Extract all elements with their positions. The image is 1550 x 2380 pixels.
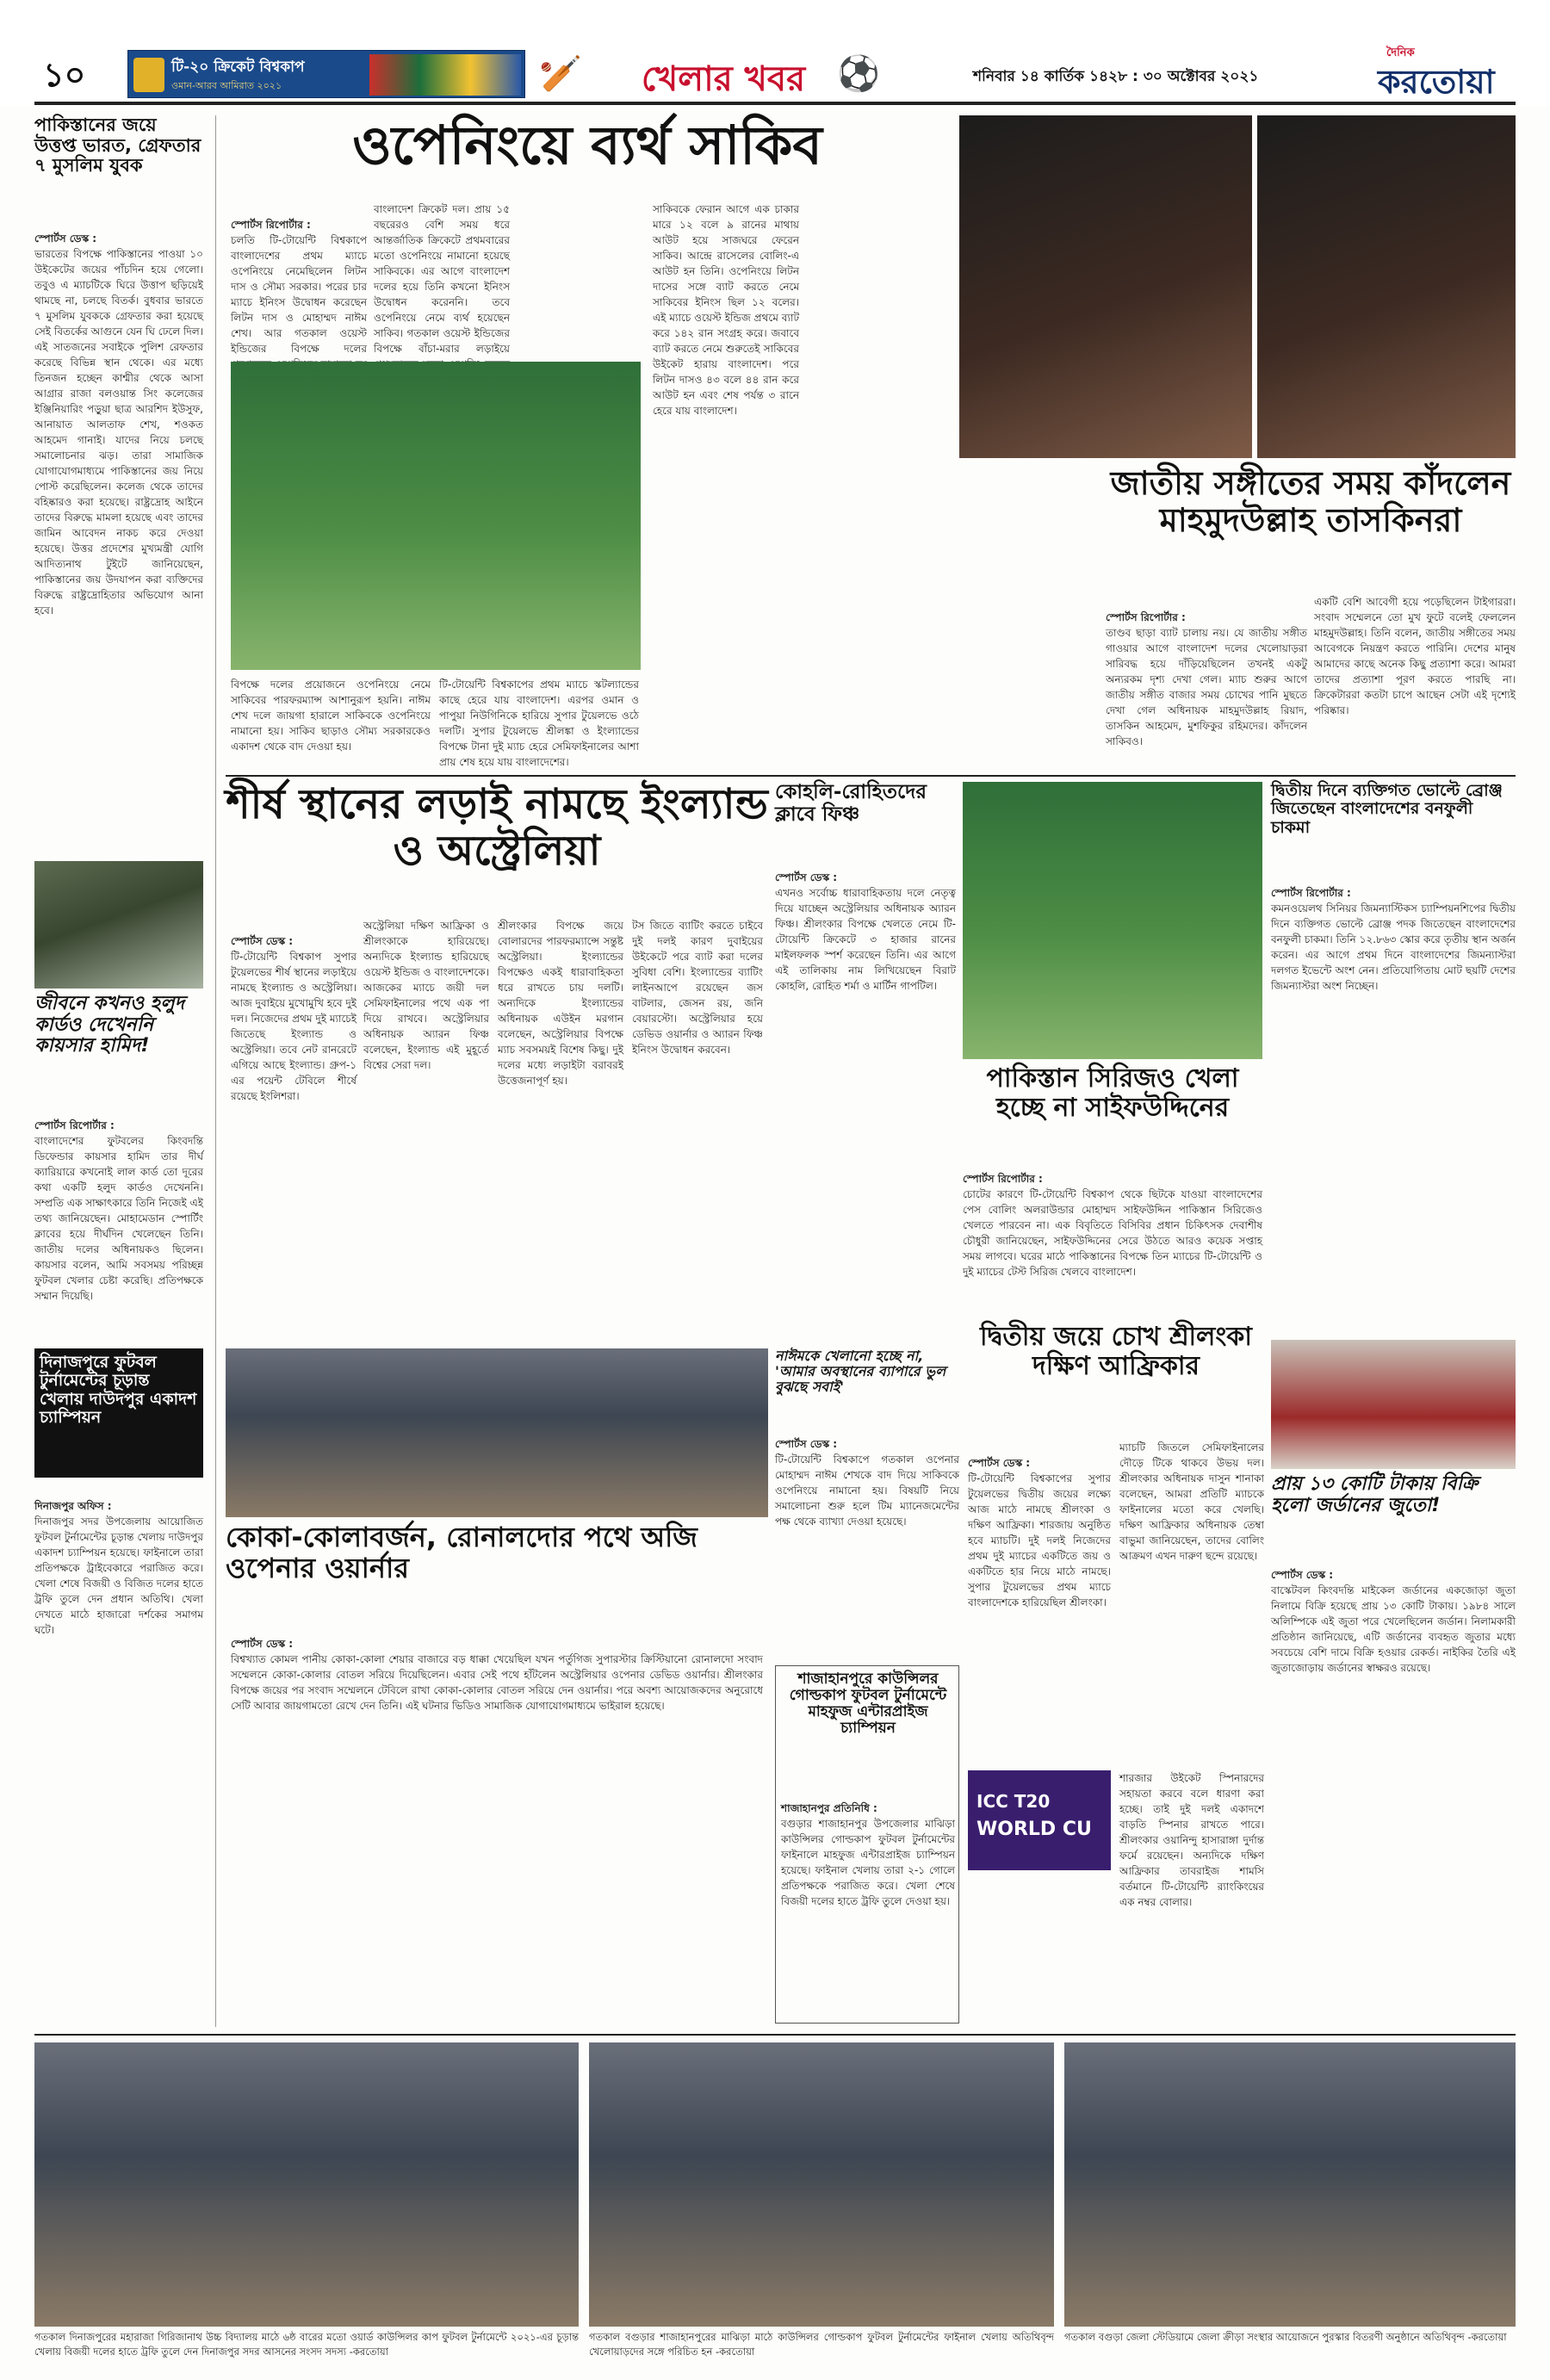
top-col-2: অস্ট্রেলিয়া দক্ষিণ আফ্রিকা ও শ্রীলংকাকে হারিয়েছে। অন্যদিকে ইংল্যান্ড হারিয়েছে ওয়েস্ট ইন্ডিজ ও বাংলাদেশকে। আজকের ম্যাচে জয়ী দল সেমিফাইনালের পথে এক পা দিয়ে রাখবে। অস্ট্রেলিয়ার অধিনায়ক অ্যারন ফিঞ্চ বলেছেন, ইংল্যান্ড এই মুহূর্তে বিশ্বের সেরা দল। <box>363 920 489 1071</box>
t20-logo-icon <box>133 58 164 92</box>
headline-dinajpur: দিনাজপুরে ফুটবল টুর্নামেন্টের চূড়ান্ত খেলায় দাউদপুর একাদশ চ্যাম্পিয়ন <box>34 1348 203 1478</box>
article-top-spot <box>226 782 768 1343</box>
headline-sa: দ্বিতীয় জয়ে চোখ শ্রীলংকা দক্ষিণ আফ্রিকার <box>979 1322 1252 1381</box>
article-kohli <box>775 782 956 1343</box>
shajahanpur-photo <box>589 2042 1054 2327</box>
shakib-col-4: বিপক্ষে দলের প্রয়োজনে ওপেনিংয়ে নেমে সাকিবের পারফরম্যান্স আশানুরূপ হয়নি। নাঈম শেখ দলে জায়গা হারালে সাকিবকে ওপেনিংয়ে নামানো হয়। সাকিব ছাড়াও সৌম্য সরকারকেও একাদশ থেকে বাদ দেওয়া হয়। <box>231 679 431 753</box>
body-naeem <box>775 1421 959 1658</box>
byline-shakib: স্পোর্টস রিপোর্টার : <box>231 219 311 231</box>
top-text-1: টি-টোয়েন্টি বিশ্বকাপ সুপার টুয়েলভের শীর্ষ স্থানের লড়াইয়ে নামছে ইংল্যান্ড ও অস্ট্রেলিয়া। আজ দুবাইয়ে মুখোমুখি হবে দুই দল। নিজেদের প্রথম দুই ম্যাচেই জিতেছে ইংল্যান্ড ও অস্ট্রেলিয়া। তবে নেট রানরেটে এগিয়ে আছে ইংল্যান্ড। গ্রুপ-১ এর পয়েন্ট টেবিলে শীর্ষে রয়েছে ইংলিশরা। <box>231 951 356 1102</box>
headline-kaisar: জীবনে কখনও হলুদ কার্ডও দেখেননি কায়সার হামিদ! <box>34 993 185 1057</box>
page-number: ১০ <box>43 55 86 94</box>
footballer-icon: ⚽ <box>837 54 880 94</box>
shakib-col-2: বাংলাদেশ ক্রিকেট দল। প্রায় ১৫ বছরেরও বেশি সময় ধরে আন্তর্জাতিক ক্রিকেটে প্রথমবারের মতো ওপেনিংয়ে নামানো হয়েছে সাকিবকে। এর আগে বাংলাদেশ দলের হয়ে তিনি কখনো ইনিংস উদ্বোধন করেননি। তবে ওপেনিংয়ে নেমে ব্যর্থ হয়েছেন সাকিব। গতকাল ওয়েস্ট ইন্ডিজের বিপক্ষে বাঁচা-মরার লড়াইয়ে <box>374 203 510 355</box>
date-line: শনিবার ১৪ কার্তিক ১৪২৮ : ৩০ অক্টোবর ২০২১ <box>973 68 1259 85</box>
bogura-event-photo <box>1064 2042 1516 2327</box>
t20-banner <box>127 50 525 98</box>
article-kaisar <box>34 994 203 1338</box>
rule-top-band <box>226 775 1516 777</box>
shakib-col-3: সাকিবকে ফেরান আগে এক চাকার মারে ১২ বলে ৯ রানের মাথায় আউট হয়ে সাজঘরে ফেরেন সাকিব। আন্দ্রে রাসেলের বোলিং-এ আউট হন তিনি। ওপেনিংয়ে লিটন দাসের সঙ্গে ব্যাট করতে নেমে সাকিবের ইনিংস ছিল ১২ বলের। এই ম্যাচে ওয়েস্ট ইন্ডিজ প্রথমে ব্যাট করে ১৪২ রান সংগ্রহ করে। জবাবে ব্যাট করতে নেমে শুরুতেই সাকিবের উইকেট হারায় বাংলাদেশ। পরে লিটন দাসও ৪৩ বলে ৪৪ রান করে আউট হন এবং শেষ পর্যন্ত ৩ রানে হেরে যায় বাংলাদেশ। <box>653 203 799 417</box>
top-col-4: টস জিতে ব্যাটিং করতে চাইবে দুই দলই কারণ দুবাইয়ের উইকেটে পরে ব্যাট করা দলের সুবিধা বেশি। ইংল্যান্ডের ব্যাটিং লাইনআপে রয়েছেন জস বাটলার, জেসন রয়, জনি বেয়ারস্টো। অস্ট্রেলিয়ার হয়ে ডেভিড ওয়ার্নার ও অ্যারন ফিঞ্চ ইনিংস উদ্বোধন করবেন। <box>632 920 763 1056</box>
t20-logo-line2: WORLD CU <box>976 1819 1092 1840</box>
text-saifuddin: চোটের কারণে টি-টোয়েন্টি বিশ্বকাপ থেকে ছিটকে যাওয়া বাংলাদেশের পেস বোলিং অলরাউন্ডার মোহাম্মদ সাইফউদ্দিন পাকিস্তান সিরিজেও খেলতে পারবেন না। এক বিবৃতিতে বিসিবির প্রধান চিকিৎসক দেবাশীষ চৌধুরী জানিয়েছেন, সাইফউদ্দিনের সেরে উঠতে আরও কয়েক সপ্তাহ সময় লাগবে। ঘরের মাঠে পাকিস্তানের বিপক্ষে তিন ম্যাচের টি-টোয়েন্টি ও দুই ম্যাচের টেস্ট সিরিজ খেলবে বাংলাদেশ। <box>963 1188 1262 1278</box>
article-pakistan-india <box>34 115 203 856</box>
headline-shoes: প্রায় ১৩ কোটি টাকায় বিক্রি হলো জর্ডানের জুতো! <box>1271 1473 1479 1516</box>
headline-top-spot: শীর্ষ স্থানের লড়াই নামছে ইংল্যান্ড ও অস্ট্রেলিয়া <box>226 780 768 875</box>
body-kohli <box>775 854 956 1343</box>
text-naeem: টি-টোয়েন্টি বিশ্বকাপে গতকাল ওপেনার মোহাম্মদ নাঈম শেখকে বাদ দিয়ে সাকিবকে ওপেনিংয়ে নামানো হয়। বিষয়টি নিয়ে সমালোচনা শুরু হলে টিম ম্যানেজমেন্টের পক্ষ থেকে ব্যাখ্যা দেওয়া হয়েছে। <box>775 1453 959 1528</box>
t20-banner-sub: ওমান-আরব আমিরাত ২০২১ <box>171 80 282 91</box>
body-volt <box>1271 870 1516 1333</box>
text-kaisar: বাংলাদেশের ফুটবলের কিংবদন্তি ডিফেন্ডার কায়সার হামিদ তার দীর্ঘ ক্যারিয়ারে কখনোই লাল কার্ড তো দূরের কথা একটি হলুদ কার্ডও দেখেননি। সম্প্রতি এক সাক্ষাৎকারে তিনি নিজেই এই তথ্য জানিয়েছেন। মোহামেডান স্পোর্টিং ক্লাবের হয়ে দীর্ঘদিন খেলেছেন তিনি। জাতীয় দলের অধিনায়কও ছিলেন। কায়সার বলেন, আমি সবসময় পরিচ্ছন্ন ফুটবল খেলার চেষ্টা করেছি। প্রতিপক্ষকে সম্মান দিয়েছি। <box>34 1135 203 1302</box>
headline-ronaldo: কোকা-কোলাবর্জন, রোনালদোর পথে অজি ওপেনার ওয়ার্নার <box>226 1521 698 1584</box>
article-shoes <box>1271 1474 1516 2025</box>
body-shoes <box>1271 1552 1516 2025</box>
mahmudullah-photo <box>959 115 1252 458</box>
text-volt: কমনওয়েলথ সিনিয়র জিমন্যাস্টিকস চ্যাম্পিয়নশিপের দ্বিতীয় দিনে ব্যক্তিগত ভোল্টে ব্রোঞ্জ পদক জিতেছেন বাংলাদেশের বনফুলী চাকমা। তিনি ১২.৮৬৩ স্কোর করে তৃতীয় স্থান অর্জন করেন। এর আগে প্রথম দিনে বাংলাদেশের জিমন্যাস্টরা দলগত ইভেন্টে অংশ নেন। প্রতিযোগিতায় মোট ছয়টি দেশের জিমন্যাস্টরা অংশ নিচ্ছেন। <box>1271 902 1516 992</box>
top-col-1 <box>231 918 356 1340</box>
shakib-text-1: চলতি টি-টোয়েন্টি বিশ্বকাপে বাংলাদেশের প্রথম ম্যাচে ওপেনিংয়ে নেমেছিলেন লিটন দাস ও সৌম্য সরকার। পরের চার ম্যাচে ইনিংস উদ্বোধন করেছেন লিটন দাস ও মোহাম্মদ নাঈম শেখ। আর গতকাল ওয়েস্ট ইন্ডিজের বিপক্ষে দলের <box>231 234 367 355</box>
saifuddin-photo <box>963 782 1262 1059</box>
body-kaisar <box>34 1102 203 1338</box>
byline-sa: স্পোর্টস ডেস্ক : <box>968 1457 1031 1469</box>
byline-anthem: স্পোর্টস রিপোর্টার : <box>1106 611 1186 623</box>
byline-dinajpur: দিনাজপুর অফিস : <box>34 1500 112 1512</box>
top-col-3: শ্রীলংকার বিপক্ষে জয়ে বোলারদের পারফরম্যান্সে সন্তুষ্ট অস্ট্রেলিয়া। ইংল্যান্ডের বিপক্ষেও একই ধারাবাহিকতা ধরে রাখতে চায় দলটি। অন্যদিকে ইংল্যান্ডের অধিনায়ক এউইন মরগান বলেছেন, অস্ট্রেলিয়ার বিপক্ষে ম্যাচ সবসময়ই বিশেষ কিছু। দুই দলের মধ্যে লড়াইটা বরাবরই উত্তেজনাপূর্ণ হয়। <box>498 920 623 1087</box>
headline-kohli: কোহলি-রোহিতদের ক্লাবে ফিঞ্চ <box>775 781 927 826</box>
t20-banner-title: টি-২০ ক্রিকেট বিশ্বকাপ <box>171 59 305 76</box>
byline-kaisar: স্পোর্টস রিপোর্টার : <box>34 1119 115 1131</box>
kaisar-photo <box>34 861 203 989</box>
body-shajahanpur <box>781 1785 955 2019</box>
paper-small: দৈনিক <box>1386 46 1415 59</box>
section-title: খেলার খবর <box>641 59 806 99</box>
shakib-photo <box>231 362 641 670</box>
masthead-rule <box>34 102 1516 105</box>
byline-pakistan-india: স্পোর্টস ডেস্ক : <box>34 232 97 245</box>
article-saifuddin <box>963 1064 1262 1314</box>
body-pakistan-india <box>34 215 203 852</box>
headline-anthem: জাতীয় সঙ্গীতের সময় কাঁদলেন মাহমুদউল্লাহ তাসকিনরা <box>1110 464 1511 539</box>
shakib-col-5: টি-টোয়েন্টি বিশ্বকাপের প্রথম ম্যাচে স্কটল্যান্ডের কাছে হেরে যায় বাংলাদেশ। এরপর ওমান ও পাপুয়া নিউগিনিকে হারিয়ে সুপার টুয়েলভে ওঠে দলটি। সুপার টুয়েলভে শ্রীলঙ্কা ও ইংল্যান্ডের বিপক্ষে টানা দুই ম্যাচ হেরে সেমিফাইনালের আশা প্রায় শেষ হয়ে যায় বাংলাদেশের। <box>439 679 639 768</box>
article-naeem <box>775 1348 959 1658</box>
article-sa <box>968 1323 1264 2029</box>
article-ronaldo <box>226 1522 768 2024</box>
text-shoes: বাস্কেটবল কিংবদন্তি মাইকেল জর্ডানের একজোড়া জুতা নিলামে বিক্রি হয়েছে প্রায় ১৩ কোটি টাকায়। ১৯৮৪ সালে অলিম্পিকে এই জুতা পরে খেলেছিলেন জর্ডান। নিলামকারী প্রতিষ্ঠান জানিয়েছে, এটি জর্ডানের ব্যবহৃত জুতার মধ্যে সবচেয়ে বেশি দামে বিক্রি হওয়ার রেকর্ড। নাইকির তৈরি এই জুতাজোড়ায় জর্ডানের স্বাক্ষরও রয়েছে। <box>1271 1584 1516 1674</box>
headline-naeem: নাঈমকে খেলানো হচ্ছে না, 'আমার অবস্থানের ব্যাপারে ভুল বুঝছে সবাই' <box>775 1348 946 1395</box>
byline-ronaldo: স্পোর্টস ডেস্ক : <box>231 1638 294 1650</box>
anthem-col-2: একটি বেশি আবেগী হয়ে পড়েছিলেন টাইগাররা। সংবাদ সম্মেলনে তো মুখ ফুটে বলেই ফেললেন মাহমুদউল্লাহ। তিনি বলেন, জাতীয় সঙ্গীতের সময় আবেগকে নিয়ন্ত্রণ করতে পারিনি। দেশের মানুষ আমাদের কাছে অনেক কিছু প্রত্যাশা করে। আমরা তাদের প্রত্যাশা পূরণ করতে পারছি না। ক্রিকেটাররা কতটা চাপে আছেন সেটা এই দৃশ্যেই পরিষ্কার। <box>1314 596 1516 716</box>
headline-pakistan-india: পাকিস্তানের জয়ে উত্তপ্ত ভারত, গ্রেফতার ৭ মুসলিম যুবক <box>34 115 202 177</box>
text-dinajpur: দিনাজপুর সদর উপজেলায় আয়োজিত ফুটবল টুর্নামেন্টের চূড়ান্ত খেলায় দাউদপুর একাদশ চ্যাম্পিয়ন হয়েছে। ফাইনালে তারা প্রতিপক্ষকে ট্রাইবেকারে পরাজিত করে। খেলা শেষে বিজয়ী ও বিজিত দলের হাতে ট্রফি তুলে দেন প্রধান অতিথি। খেলা দেখতে মাঠে হাজারো দর্শকের সমাগম ঘটে। <box>34 1515 203 1636</box>
byline-naeem: স্পোর্টস ডেস্ক : <box>775 1438 838 1450</box>
headline-saifuddin: পাকিস্তান সিরিজও খেলা হচ্ছে না সাইফউদ্দিনের <box>986 1063 1239 1123</box>
caption-dinajpur-prize: গতকাল দিনাজপুরের মহারাজা গিরিজানাথ উচ্চ বিদ্যালয় মাঠে ৬ষ্ঠ বারের মতো ওয়ার্ড কাউন্সিলর কাপ ফুটবল টুর্নামেন্টে ২০২১-এর চূড়ান্ত খেলায় বিজয়ী দলের হাতে ট্রফি তুলে দেন দিনাজপুর সদর আসনের সংসদ সদস্য -করতোয়া <box>34 2331 579 2358</box>
shakib-col-1 <box>231 201 367 356</box>
body-saifuddin <box>963 1156 1262 1314</box>
text-shajahanpur: বগুড়ার শাজাহানপুর উপজেলার মাঝিড়া কাউন্সিলর গোল্ডকাপ ফুটবল টুর্নামেন্টের ফাইনালে মাহফুজ এন্টারপ্রাইজ চ্যাম্পিয়ন হয়েছে। ফাইনাল খেলায় তারা ২-১ গোলে প্রতিপক্ষকে পরাজিত করে। খেলা শেষে বিজয়ী দলের হাতে ট্রফি তুলে দেওয়া হয়। <box>781 1818 955 1907</box>
article-volt <box>1271 782 1516 1333</box>
headline-volt: দ্বিতীয় দিনে ব্যক্তিগত ভোল্টে ব্রোঞ্জ জিতেছেন বাংলাদেশের বনফুলী চাকমা <box>1271 781 1503 837</box>
sa-col-1 <box>968 1440 1111 1763</box>
article-anthem <box>959 465 1516 775</box>
caption-shajahanpur: গতকাল বগুড়ার শাজাহানপুরের মাঝিড়া মাঠে কাউন্সিলর গোল্ডকাপ ফুটবল টুর্নামেন্টের ফাইনাল খেলায় অতিথিবৃন্দ খেলোয়াড়দের সঙ্গে পরিচিত হন -করতোয়া <box>589 2331 1054 2358</box>
article-shakib <box>226 115 949 770</box>
body-dinajpur <box>34 1483 203 1727</box>
headline-shajahanpur: শাজাহানপুরে কাউন্সিলর গোল্ডকাপ ফুটবল টুর্নামেন্টে মাহফুজ এন্টারপ্রাইজ চ্যাম্পিয়ন <box>789 1670 947 1738</box>
anthem-col-1 <box>1106 594 1307 772</box>
anthem-text-1: তাণ্ডব ছাড়া ব্যাট চালায় নয়। যে জাতীয় সঙ্গীত গাওয়ার আগে বাংলাদেশ দলের খেলোয়াড়রা সারিবদ্ধ হয়ে দাঁড়িয়েছিলেন তখনই একটু অন্যরকম দৃশ্য দেখা গেল। ম্যাচ শুরুর আগে জাতীয় সঙ্গীত বাজার সময় চোখের পানি মুছতে দেখা গেল অধিনায়ক মাহমুদউল্লাহ রিয়াদ, তাসকিন আহমেদ, মুশফিকুর রহিমদের। কাঁদলেন সাকিবও। <box>1106 627 1307 747</box>
caption-bogura-event: গতকাল বগুড়া জেলা স্টেডিয়ামে জেলা ক্রীড়া সংস্থার আয়োজনে পুরস্কার বিতরণী অনুষ্ঠানে অতিথিবৃন্দ -করতোয়া <box>1064 2331 1507 2343</box>
players-strip <box>369 54 521 96</box>
article-shajahanpur <box>775 1665 959 2024</box>
masthead <box>0 0 1550 107</box>
col-divider-left <box>215 115 216 2027</box>
byline-kohli: স্পোর্টস ডেস্ক : <box>775 871 838 883</box>
text-kohli: এখনও সর্বোচ্চ ধারাবাহিকতায় দলে নেতৃত্ব দিয়ে যাচ্ছেন অস্ট্রেলিয়ার অধিনায়ক অ্যারন ফিঞ্চ। শ্রীলংকার বিপক্ষে খেলতে নেমে টি-টোয়েন্টি ক্রিকেটে ৩ হাজার রানের মাইলফলক স্পর্শ করেছেন তিনি। এর আগে এই তালিকায় নাম লিখিয়েছেন বিরাট কোহলি, রোহিত শর্মা ও মার্টিন গাপটিল। <box>775 887 956 992</box>
sa-col-2: ম্যাচটি জিতলে সেমিফাইনালের দৌড়ে টিকে থাকবে উভয় দল। শ্রীলংকার অধিনায়ক দাসুন শানাকা বলেছেন, আমরা প্রতিটি ম্যাচকে ফাইনালের মতো করে খেলছি। দক্ষিণ আফ্রিকার অধিনায়ক তেম্বা বাভুমা জানিয়েছেন, তাদের বোলিং আক্রমণ এখন দারুণ ছন্দে রয়েছে। <box>1119 1441 1264 1562</box>
t20-world-cup-logo <box>968 1770 1111 1870</box>
t20-logo-line1: ICC T20 <box>976 1791 1051 1812</box>
headline-shakib: ওপেনিংয়ে ব্যর্থ সাকিব <box>352 114 822 177</box>
text-ronaldo: বিশ্বখ্যাত কোমল পানীয় কোকা-কোলা শেয়ার বাজারে বড় ধাক্কা খেয়েছিল যখন পর্তুগিজ সুপারস্টার ক্রিস্টিয়ানো রোনালদো সংবাদ সম্মেলনে কোকা-কোলার বোতল সরিয়ে দিয়েছিলেন। এবার সেই পথে হাঁটলেন অস্ট্রেলিয়ার ওপেনার ডেভিড ওয়ার্নার। শ্রীলংকার বিপক্ষে জয়ের পর সংবাদ সম্মেলনে টেবিলে রাখা কোকা-কোলার বোতল সরিয়ে দেন ওয়ার্নার। পরে অবশ্য আয়োজকদের অনুরোধে সেটি আবার জায়গামতো রেখে দেন তিনি। এই ঘটনার ভিডিও সামাজিক যোগাযোগমাধ্যমে ভাইরাল হয়েছে। <box>231 1653 763 1712</box>
byline-top-spot: স্পোর্টস ডেস্ক : <box>231 935 294 947</box>
sa-text-1: টি-টোয়েন্টি বিশ্বকাপের সুপার টুয়েলভের দ্বিতীয় জয়ের লক্ষ্যে আজ মাঠে নামছে শ্রীলংকা ও দক্ষিণ আফ্রিকা। শারজায় অনুষ্ঠিত হবে ম্যাচটি। দুই দলই নিজেদের প্রথম দুই ম্যাচের একটিতে জয় ও একটিতে হার নিয়ে মাঠে নামছে। সুপার টুয়েলভের প্রথম ম্যাচে বাংলাদেশকে হারিয়েছিল শ্রীলংকা। <box>968 1472 1111 1608</box>
cricket-player-icon: 🏏 <box>539 54 582 94</box>
body-ronaldo <box>231 1621 763 2024</box>
ronaldo-warner-photo <box>226 1348 768 1517</box>
byline-volt: স্পোর্টস রিপোর্টার : <box>1271 887 1351 899</box>
jordan-shoes-photo <box>1271 1340 1516 1469</box>
article-dinajpur <box>34 1348 203 1727</box>
byline-saifuddin: স্পোর্টস রিপোর্টার : <box>963 1173 1043 1185</box>
taskin-photo <box>1257 115 1516 458</box>
sa-col-3: শারজার উইকেট স্পিনারদের সহায়তা করবে বলে ধারণা করা হচ্ছে। তাই দুই দলই একাদশে বাড়তি স্পিনার রাখতে পারে। শ্রীলংকার ওয়ানিন্দু হাসারাঙ্গা দুর্দান্ত ফর্মে রয়েছেন। অন্যদিকে দক্ষিণ আফ্রিকার তাবরাইজ শামসি বর্তমানে টি-টোয়েন্টি র‌্যাংকিংয়ের এক নম্বর বোলার। <box>1119 1772 1264 1908</box>
paper-name: করতোয়া <box>1378 63 1495 101</box>
dinajpur-prize-photo <box>34 2042 579 2327</box>
byline-shajahanpur: শাজাহানপুর প্রতিনিধি : <box>781 1802 877 1814</box>
rule-bottom-band <box>34 2034 1516 2036</box>
byline-shoes: স্পোর্টস ডেস্ক : <box>1271 1569 1334 1581</box>
text-pakistan-india: ভারতের বিপক্ষে পাকিস্তানের পাওয়া ১০ উইকেটের জয়ের পাঁচদিন হয়ে গেলো। তবুও এ ম্যাচটিকে ঘিরে উত্তাপ ছড়িয়েই থামছে না, চলছে বিতর্ক। বুধবার ভারতে ৭ মুসলিম যুবককে গ্রেফতার করা হয়েছে সেই বিতর্কের আগুনে যেন ঘি ঢেলে দিল। এই সাতজনের সবাইকে পুলিশ রেফতার করেছে বিভিন্ন স্থান থেকে। এর মধ্যে তিনজন হচ্ছেন কাশ্মীর থেকে আসা আগ্রার রাজা বলওয়ান্ত সিং কলেজের ইঞ্জিনিয়ারিং পড়ুয়া ছাত্র আরশিদ ইউসুফ, আনায়াত আলতাফ শেখ, শওকত আহমেদ গানাই। যাদের নিয়ে চলছে সমালোচনার ঝড়। তারা সামাজিক যোগাযোগমাধ্যমে পাকিস্তানের জয় নিয়ে পোস্ট করেছিলেন। কলেজ থেকে তাদের বহিষ্কারও করা হয়েছে। রাষ্ট্রদ্রোহ আইনে তাদের বিরুদ্ধে মামলা হয়েছে এবং তাদের জামিন আবেদন নাকচ করে দেওয়া হয়েছে। উত্তর প্রদেশের মুখ্যমন্ত্রী যোগি আদিত্যনাথ টুইটে জানিয়েছেন, পাকিস্তানের জয় উদযাপন করা ব্যক্তিদের বিরুদ্ধে রাষ্ট্রদ্রোহিতার অভিযোগ আনা হবে। <box>34 248 203 617</box>
